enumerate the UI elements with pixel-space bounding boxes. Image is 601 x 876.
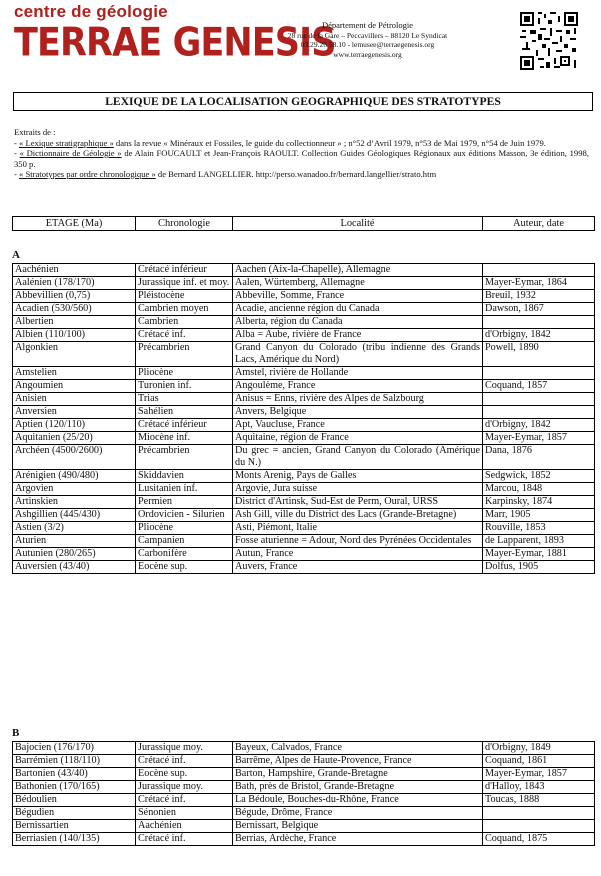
- locality-cell: Acadie, ancienne région du Canada: [233, 303, 483, 316]
- locality-cell: Fosse aturienne = Adour, Nord des Pyrénées Occidentales: [233, 535, 483, 548]
- locality-cell: Anisus = Enns, rivière des Alpes de Salzbourg: [233, 393, 483, 406]
- table-row: [13, 445, 595, 470]
- chronology-cell: Crétacé inf.: [136, 833, 233, 846]
- stage-cell: Bartonien (43/40): [13, 768, 136, 781]
- stage-cell: Artinskien: [13, 496, 136, 509]
- author-cell: [483, 406, 595, 419]
- locality-cell: Anvers, Belgique: [233, 406, 483, 419]
- stage-cell: Barrémien (118/110): [13, 755, 136, 768]
- stage-cell: Aquitanien (25/20): [13, 432, 136, 445]
- stage-cell: Argovien: [13, 483, 136, 496]
- chronology-cell: Carbonifère: [136, 548, 233, 561]
- stratotype-table: [12, 741, 595, 846]
- table-row: [13, 393, 595, 406]
- stage-cell: Anversien: [13, 406, 136, 419]
- stage-cell: Archéen (4500/2600): [13, 445, 136, 470]
- author-cell: Breuil, 1932: [483, 290, 595, 303]
- locality-cell: Bégude, Drôme, France: [233, 807, 483, 820]
- author-cell: Coquand, 1857: [483, 380, 595, 393]
- chronology-cell: Miocène inf.: [136, 432, 233, 445]
- author-cell: [483, 367, 595, 380]
- locality-cell: Ash Gill, ville du District des Lacs (Grande-Bretagne): [233, 509, 483, 522]
- chronology-cell: Précambrien: [136, 342, 233, 367]
- stage-cell: Bathonien (170/165): [13, 781, 136, 794]
- author-cell: Karpinsky, 1874: [483, 496, 595, 509]
- locality-cell: Autun, France: [233, 548, 483, 561]
- source-link[interactable]: « Stratotypes par ordre chronologique »: [19, 169, 156, 179]
- stage-cell: Acadien (530/560): [13, 303, 136, 316]
- author-cell: Coquand, 1875: [483, 833, 595, 846]
- locality-cell: Aquitaine, région de France: [233, 432, 483, 445]
- stage-cell: Astien (3/2): [13, 522, 136, 535]
- address-line: 28 rue de la Gare – Peccavillers – 88120 Le Syndicat: [287, 30, 448, 40]
- stage-cell: Angoumien: [13, 380, 136, 393]
- locality-cell: Abbeville, Somme, France: [233, 290, 483, 303]
- author-cell: d'Orbigny, 1842: [483, 419, 595, 432]
- locality-cell: District d'Artinsk, Sud-Est de Perm, Oural, URSS: [233, 496, 483, 509]
- author-cell: de Lapparent, 1893: [483, 535, 595, 548]
- author-cell: Toucas, 1888: [483, 794, 595, 807]
- author-cell: Dolfus, 1905: [483, 561, 595, 574]
- author-cell: Rouville, 1853: [483, 522, 595, 535]
- locality-cell: Aachen (Aix-la-Chapelle), Allemagne: [233, 264, 483, 277]
- locality-cell: Grand Canyon du Colorado (tribu indienne des Grands Lacs, Amérique du Nord): [233, 342, 483, 367]
- locality-cell: Alberta, région du Canada: [233, 316, 483, 329]
- stage-cell: Bégudien: [13, 807, 136, 820]
- column-header-table: [12, 216, 595, 231]
- page-title: LEXIQUE DE LA LOCALISATION GEOGRAPHIQUE DES STRATOTYPES: [13, 92, 593, 111]
- chronology-cell: Sénonien: [136, 807, 233, 820]
- table-row: [13, 522, 595, 535]
- table-row: [13, 509, 595, 522]
- locality-cell: Berrias, Ardèche, France: [233, 833, 483, 846]
- stage-cell: Auversien (43/40): [13, 561, 136, 574]
- author-cell: Mayer-Eymar, 1857: [483, 768, 595, 781]
- locality-cell: Angoulème, France: [233, 380, 483, 393]
- stage-cell: Ashgillien (445/430): [13, 509, 136, 522]
- chronology-cell: Eocène sup.: [136, 768, 233, 781]
- chronology-cell: Campanien: [136, 535, 233, 548]
- stratotype-table: [12, 263, 595, 574]
- author-cell: Sedgwick, 1852: [483, 470, 595, 483]
- chronology-cell: Permien: [136, 496, 233, 509]
- intro-heading: Extraits de :: [14, 127, 56, 137]
- chronology-cell: Turonien inf.: [136, 380, 233, 393]
- chronology-cell: Crétacé inf.: [136, 794, 233, 807]
- source-link[interactable]: « Lexique stratigraphique »: [19, 137, 114, 148]
- stage-cell: Autunien (280/265): [13, 548, 136, 561]
- website-link[interactable]: www.terraegenesis.org: [333, 49, 402, 59]
- address-block: [280, 21, 455, 59]
- table-row: [13, 781, 595, 794]
- locality-cell: Aalen, Würtemberg, Allemagne: [233, 277, 483, 290]
- table-row: [13, 535, 595, 548]
- table-row: [13, 367, 595, 380]
- column-header: Localité: [233, 217, 483, 231]
- author-cell: d'Halloy, 1843: [483, 781, 595, 794]
- table-row: [13, 303, 595, 316]
- table-row: [13, 277, 595, 290]
- chronology-cell: Ordovicien - Silurien: [136, 509, 233, 522]
- chronology-cell: Eocène sup.: [136, 561, 233, 574]
- chronology-cell: Pléistocène: [136, 290, 233, 303]
- table-row: [13, 342, 595, 367]
- author-cell: Coquand, 1861: [483, 755, 595, 768]
- chronology-cell: Pliocène: [136, 522, 233, 535]
- chronology-cell: Crétacé inf.: [136, 755, 233, 768]
- source-item: - « Dictionnaire de Géologie » de Alain FOUCAULT et Jean-François RAOULT. Collection Guides Géologiques Régionaux aux éditions Masson, 3e édition, 1998, 350 p.: [14, 148, 589, 169]
- table-row: [13, 807, 595, 820]
- locality-cell: La Bédoule, Bouches-du-Rhône, France: [233, 794, 483, 807]
- section-letter: A: [12, 249, 20, 261]
- author-cell: [483, 393, 595, 406]
- table-row: [13, 820, 595, 833]
- locality-cell: Asti, Piémont, Italie: [233, 522, 483, 535]
- stage-cell: Albertien: [13, 316, 136, 329]
- author-cell: d'Orbigny, 1842: [483, 329, 595, 342]
- chronology-cell: Crétacé inf.: [136, 329, 233, 342]
- stage-cell: Aptien (120/110): [13, 419, 136, 432]
- table-row: [13, 290, 595, 303]
- chronology-cell: Crétacé inférieur: [136, 419, 233, 432]
- chronology-cell: Trias: [136, 393, 233, 406]
- stage-cell: Aalénien (178/170): [13, 277, 136, 290]
- chronology-cell: Aachénien: [136, 820, 233, 833]
- author-cell: Marcou, 1848: [483, 483, 595, 496]
- stage-cell: Bédoulien: [13, 794, 136, 807]
- author-cell: [483, 316, 595, 329]
- stage-cell: Abbevillien (0,75): [13, 290, 136, 303]
- author-cell: Powell, 1890: [483, 342, 595, 367]
- stage-cell: Aachénien: [13, 264, 136, 277]
- author-cell: Mayer-Eymar, 1857: [483, 432, 595, 445]
- author-cell: Marr, 1905: [483, 509, 595, 522]
- table-row: [13, 329, 595, 342]
- qr-code-icon: [520, 12, 578, 70]
- intro-sources: [14, 127, 589, 180]
- author-cell: Mayer-Eymar, 1881: [483, 548, 595, 561]
- locality-cell: Amstel, rivière de Hollande: [233, 367, 483, 380]
- author-cell: [483, 264, 595, 277]
- stage-cell: Bernissartien: [13, 820, 136, 833]
- author-cell: d'Orbigny, 1849: [483, 742, 595, 755]
- author-cell: Mayer-Eymar, 1864: [483, 277, 595, 290]
- chronology-cell: Crétacé inférieur: [136, 264, 233, 277]
- table-row: [13, 483, 595, 496]
- table-row: [13, 755, 595, 768]
- column-header-row: [13, 217, 595, 231]
- author-cell: Dawson, 1867: [483, 303, 595, 316]
- locality-cell: Du grec = ancien, Grand Canyon du Colorado (Amérique du N.): [233, 445, 483, 470]
- stage-cell: Aturien: [13, 535, 136, 548]
- logo-subtitle: centre de géologie: [14, 2, 168, 21]
- chronology-cell: Précambrien: [136, 445, 233, 470]
- column-header: Chronologie: [136, 217, 233, 231]
- table-row: [13, 316, 595, 329]
- chronology-cell: Cambrien: [136, 316, 233, 329]
- section-letter: B: [12, 727, 20, 739]
- author-cell: [483, 820, 595, 833]
- locality-cell: Barton, Hampshire, Grande-Bretagne: [233, 768, 483, 781]
- contact-line: 03.29.26.58.10 - lemusee@terraegenesis.org: [300, 40, 435, 50]
- column-header: Auteur, date: [483, 217, 595, 231]
- locality-cell: Bath, près de Bristol, Grande-Bretagne: [233, 781, 483, 794]
- table-row: [13, 496, 595, 509]
- logo-title: TERRAE GENESIS: [14, 20, 336, 66]
- author-cell: [483, 807, 595, 820]
- stage-cell: Bajocien (176/170): [13, 742, 136, 755]
- table-row: [13, 768, 595, 781]
- chronology-cell: Pliocène: [136, 367, 233, 380]
- table-row: [13, 548, 595, 561]
- table-row: [13, 833, 595, 846]
- chronology-cell: Jurassique inf. et moy.: [136, 277, 233, 290]
- table-row: [13, 561, 595, 574]
- table-row: [13, 264, 595, 277]
- locality-cell: Apt, Vaucluse, France: [233, 419, 483, 432]
- locality-cell: Monts Arenig, Pays de Galles: [233, 470, 483, 483]
- table-row: [13, 380, 595, 393]
- table-row: [13, 419, 595, 432]
- stage-cell: Anisien: [13, 393, 136, 406]
- department-name: Département de Pétrologie: [321, 20, 414, 30]
- stage-cell: Arénigien (490/480): [13, 470, 136, 483]
- source-item: - « Stratotypes par ordre chronologique » de Bernard LANGELLIER. http://perso.wanadoo.fr/bernard.langellier/strato.htm: [14, 169, 437, 179]
- stage-cell: Amstelien: [13, 367, 136, 380]
- table-row: [13, 470, 595, 483]
- chronology-cell: Jurassique moy.: [136, 742, 233, 755]
- chronology-cell: Cambrien moyen: [136, 303, 233, 316]
- table-row: [13, 794, 595, 807]
- chronology-cell: Skiddavien: [136, 470, 233, 483]
- source-link[interactable]: « Dictionnaire de Géologie »: [19, 148, 122, 158]
- table-row: [13, 742, 595, 755]
- logo: [14, 2, 336, 66]
- column-header: ETAGE (Ma): [13, 217, 136, 231]
- author-cell: Dana, 1876: [483, 445, 595, 470]
- locality-cell: Barrême, Alpes de Haute-Provence, France: [233, 755, 483, 768]
- chronology-cell: Jurassique moy.: [136, 781, 233, 794]
- source-item: - « Lexique stratigraphique » dans la revue « Minéraux et Fossiles, le guide du collectionneur » ; n°52 d’Avril 1979, n°53 de Mai 1979, n°54 de Juin 1979.: [14, 137, 546, 148]
- chronology-cell: Sahélien: [136, 406, 233, 419]
- stage-cell: Algonkien: [13, 342, 136, 367]
- locality-cell: Bernissart, Belgique: [233, 820, 483, 833]
- table-row: [13, 406, 595, 419]
- locality-cell: Bayeux, Calvados, France: [233, 742, 483, 755]
- stage-cell: Berriasien (140/135): [13, 833, 136, 846]
- locality-cell: Alba = Aube, rivière de France: [233, 329, 483, 342]
- locality-cell: Argovie, Jura suisse: [233, 483, 483, 496]
- stage-cell: Albien (110/100): [13, 329, 136, 342]
- chronology-cell: Lusitanien inf.: [136, 483, 233, 496]
- locality-cell: Auvers, France: [233, 561, 483, 574]
- table-row: [13, 432, 595, 445]
